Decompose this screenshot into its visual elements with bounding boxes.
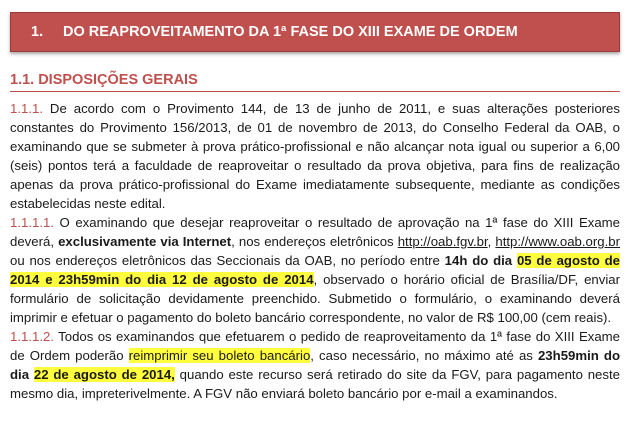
emphasis-text: 14h do dia [444,253,517,268]
paragraph-text: De acordo com o Provimento 144, de 13 de junho de 2011, e suas alterações posteriores constantes do Provimento 156/2013, de 01 de novembro de 2013, do Conselho Federal da OAB, o examinando que se submeter à prova prático-profissional e não alcançar nota igual ou superior a 6,00 (seis) pontos terá a faculdade de reaproveitar o resultado da prova objetiva, para fins de realização apenas da prova prático-profissional do Exame imediatamente subsequente, mediante as condições estabelecidas neste edital. [10,101,620,211]
section-heading: 1.1. DISPOSIÇÕES GERAIS [10,72,620,92]
banner-title: DO REAPROVEITAMENTO DA 1ª FASE DO XIII EXAME DE ORDEM [63,24,518,40]
paragraph-1-1-1-2 [10,327,620,403]
paragraph-text: Todos os examinandos que efetuarem o pedido de reaproveitamento da 1ª fase do XIII Exame de Ordem poderão [10,329,620,363]
highlighted-text: reimprimir seu boleto bancário [128,348,311,363]
highlighted-date: 22 de agosto de 2014, [33,367,175,382]
paragraph-text: , [487,234,496,249]
paragraph-number: 1.1.1.2. [10,329,54,344]
paragraph-text: quando este recurso será retirado do site da FGV, para pagamento neste mesmo dia, impreterivelmente. A FGV não enviará boleto bancário por e-mail a examinandos. [10,367,620,401]
banner-number: 1. [31,24,44,40]
paragraph-text: , caso necessário, no máximo até as [310,348,538,363]
paragraph-text: , observado o horário oficial de Brasília/DF, enviar formulário de solicitação devidamente preenchido. Submetido o formulário, o examinando deverá imprimir e efetuar o pagamento do boleto bancário correspondente, no valor de R$ 100,00 (cem reais). [10,272,621,325]
fgv-link[interactable]: http://oab.fgv.br [397,234,488,249]
paragraph-number: 1.1.1.1. [10,215,54,230]
document-body [10,99,620,403]
highlighted-date-range: 05 de agosto de 2014 e 23h59min do dia 12 de agosto de 2014 [10,253,620,287]
paragraph-1-1-1 [10,99,620,213]
oab-link[interactable]: http://www.oab.org.br [495,234,620,249]
emphasis-text: 23h59min do dia [10,348,621,382]
paragraph-text: O examinando que desejar reaproveitar o resultado de aprovação na 1ª fase do XIII Exame deverá, [10,215,620,249]
paragraph-1-1-1-1 [10,213,620,327]
paragraph-text: ou nos endereços eletrônicos das Seccionais da OAB, no período entre [10,253,445,268]
paragraph-number: 1.1.1. [10,101,43,116]
emphasis-text: exclusivamente via Internet [58,234,232,249]
section-banner [10,12,620,52]
paragraph-text: , nos endereços eletrônicos [231,234,398,249]
